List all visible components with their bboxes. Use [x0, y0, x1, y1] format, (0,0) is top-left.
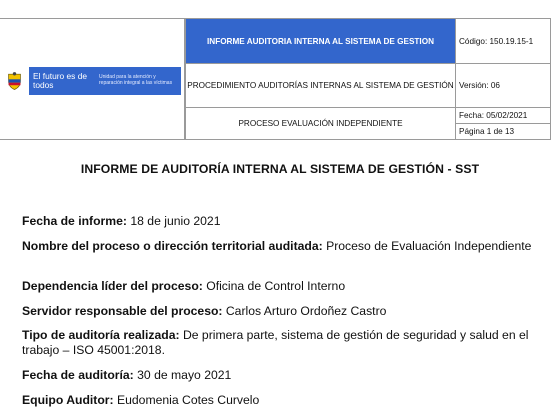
lead-dependency-field — [22, 279, 534, 294]
government-banner — [29, 67, 181, 95]
unit-name-text: Unidad para la atención y reparación integral a las víctimas — [99, 74, 173, 86]
field-value: Carlos Arturo Ordoñez Castro — [225, 304, 387, 318]
field-value: Oficina de Control Interno — [206, 279, 346, 293]
document-title: INFORME DE AUDITORÍA INTERNA AL SISTEMA DE GESTIÓN - SST — [80, 162, 480, 176]
date-label: Fecha: 05/02/2021 — [456, 108, 550, 124]
audit-date-field — [22, 368, 534, 383]
field-value: Proceso de Evaluación Independiente — [326, 239, 532, 253]
field-value: Eudomenia Cotes Curvelo — [117, 393, 260, 407]
field-value: 30 de mayo 2021 — [137, 368, 232, 382]
logo-cell — [0, 18, 185, 140]
header-row-3 — [185, 107, 551, 140]
field-label: Fecha de informe: — [22, 214, 127, 228]
report-date-field — [22, 214, 534, 229]
report-type-title: INFORME AUDITORIA INTERNA AL SISTEMA DE GESTION — [185, 18, 456, 64]
field-label: Dependencia líder del proceso: — [22, 279, 203, 293]
slogan-text: El futuro es de todos — [33, 71, 88, 90]
header-row-1 — [185, 18, 551, 64]
field-value: De primera parte, sistema de gestión de seguridad y salud en el trabajo – ISO 45001:2018. — [22, 328, 529, 357]
document-header — [0, 18, 551, 140]
process-title: PROCESO EVALUACIÓN INDEPENDIENTE — [185, 107, 456, 140]
field-label: Equipo Auditor: — [22, 393, 114, 407]
field-label: Tipo de auditoría realizada: — [22, 328, 180, 342]
process-name-field — [22, 239, 534, 254]
field-value: 18 de junio 2021 — [130, 214, 221, 228]
page-number-label: Página 1 de 13 — [459, 126, 515, 136]
procedure-title: PROCEDIMIENTO AUDITORÍAS INTERNAS AL SISTEMA DE GESTIÓN — [185, 63, 456, 108]
colombia-coat-of-arms-icon — [6, 70, 23, 92]
field-label: Servidor responsable del proceso: — [22, 304, 223, 318]
field-label: Fecha de auditoría: — [22, 368, 134, 382]
version-label: Versión: 06 — [455, 63, 551, 108]
institution-logo — [4, 66, 181, 96]
code-label: Código: 150.19.15-1 — [455, 18, 551, 64]
header-row-2 — [185, 63, 551, 108]
field-label: Nombre del proceso o dirección territorial auditada: — [22, 239, 323, 253]
audit-team-field — [22, 393, 534, 408]
date-page-cell — [455, 107, 551, 140]
responsible-servant-field — [22, 304, 534, 319]
audit-type-field — [22, 328, 534, 357]
